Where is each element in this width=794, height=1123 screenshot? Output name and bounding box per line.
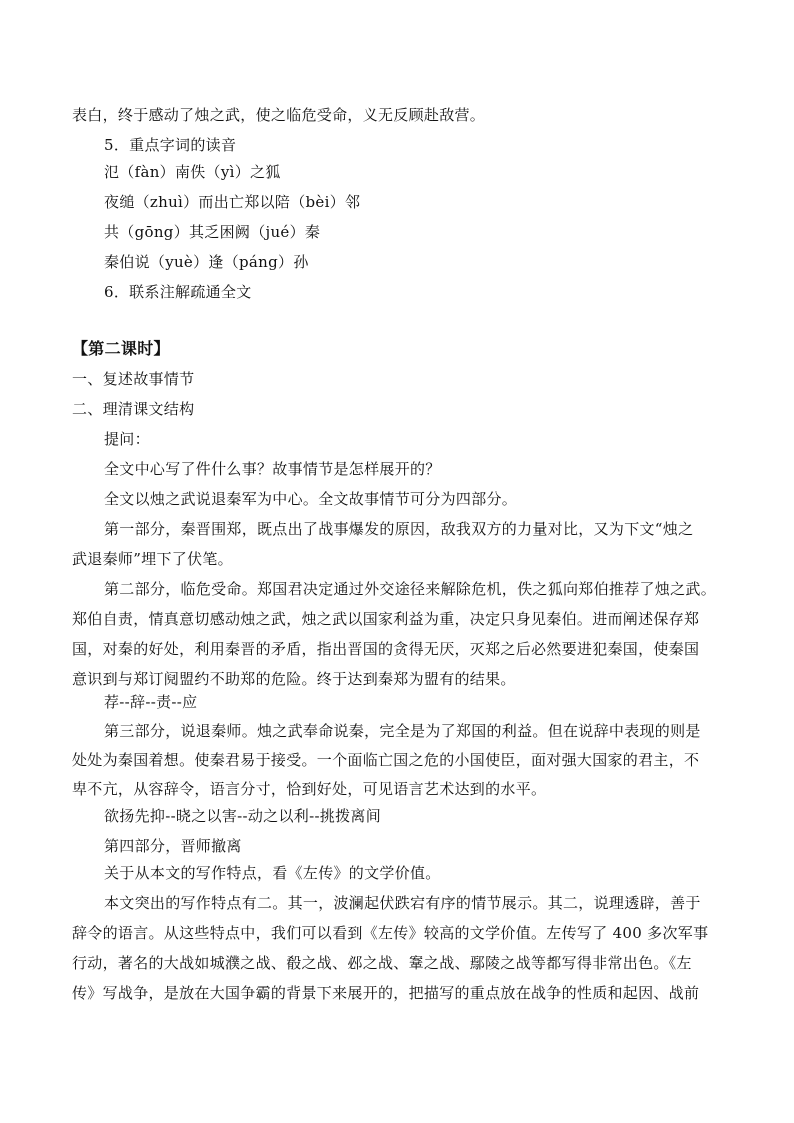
text-line: 提问： — [104, 430, 150, 448]
section-heading-1: 一、复述故事情节 — [72, 370, 195, 388]
text-line: 郑伯自责，情真意切感动烛之武，烛之武以国家利益为重，决定只身见秦伯。进而阐述保存郑 — [72, 610, 700, 628]
text-line: 共（gōng）其乏困阙（jué）秦 — [104, 223, 321, 241]
text-line: 意识到与郑订阋盟约不助郑的危险。终于达到秦郑为盟有的结果。 — [72, 670, 516, 688]
text-line: 氾（fàn）南佚（yì）之狐 — [104, 163, 281, 181]
text-line: 第一部分，秦晋围郑，既点出了战事爆发的原因，敌我双方的力量对比，又为下文“烛之 — [104, 520, 694, 538]
text-line: 秦伯说（yuè）逢（páng）孙 — [104, 253, 309, 271]
text-line: 第四部分，晋师撤离 — [104, 837, 242, 855]
section-heading-5: 5．重点字词的读音 — [104, 136, 237, 154]
text-line: 欲扬先抑--晓之以害--动之以利--挑拨离间 — [104, 807, 382, 825]
text-line: 荐--辞--责--应 — [104, 693, 198, 711]
section-heading-2: 二、理清课文结构 — [72, 400, 195, 418]
text-line: 武退秦师”埋下了伏笔。 — [72, 550, 233, 568]
text-line: 本文突出的写作特点有二。其一，波澜起伏跌宕有序的情节展示。其二，说理透辟，善于 — [104, 894, 701, 912]
text-line: 第三部分，说退秦师。烛之武奉命说秦，完全是为了郑国的利益。但在说辞中表现的则是 — [104, 722, 701, 740]
text-line: 夜缒（zhuì）而出亡郑以陪（bèi）邻 — [104, 193, 361, 211]
text-line: 全文以烛之武说退秦军为中心。全文故事情节可分为四部分。 — [104, 490, 518, 508]
section-heading-6: 6．联系注解疏通全文 — [104, 283, 252, 301]
text-line: 行动，著名的大战如城濮之战、殽之战、邲之战、鞌之战、鄢陵之战等都写得非常出色。《左 — [72, 954, 692, 972]
lesson-title: 【第二课时】 — [72, 339, 170, 358]
text-line: 传》写战争，是放在大国争霸的背景下来展开的，把描写的重点放在战争的性质和起因、战前 — [72, 984, 700, 1002]
text-line: 处处为秦国着想。使秦君易于接受。一个面临亡国之危的小国使臣，面对强大国家的君主，不 — [72, 751, 700, 769]
text-line: 表白，终于感动了烛之武，使之临危受命，义无反顾赴敌营。 — [72, 106, 486, 124]
text-line: 卑不亢，从容辞令，语言分寸，恰到好处，可见语言艺术达到的水平。 — [72, 780, 547, 798]
text-line: 国，对秦的好处，利用秦晋的矛盾，指出晋国的贪得无厌，灭郑之后必然要进犯秦国，使秦国 — [72, 640, 700, 658]
text-line: 关于从本文的写作特点，看《左传》的文学价值。 — [104, 864, 441, 882]
text-line: 全文中心写了件什么事？故事情节是怎样展开的？ — [104, 460, 441, 478]
text-line: 第二部分，临危受命。郑国君决定通过外交途径来解除危机，佚之狐向郑伯推荐了烛之武。 — [104, 580, 717, 598]
text-line: 辞令的语言。从这些特点中，我们可以看到《左传》较高的文学价值。左传写了 400 多次军事 — [72, 924, 709, 942]
